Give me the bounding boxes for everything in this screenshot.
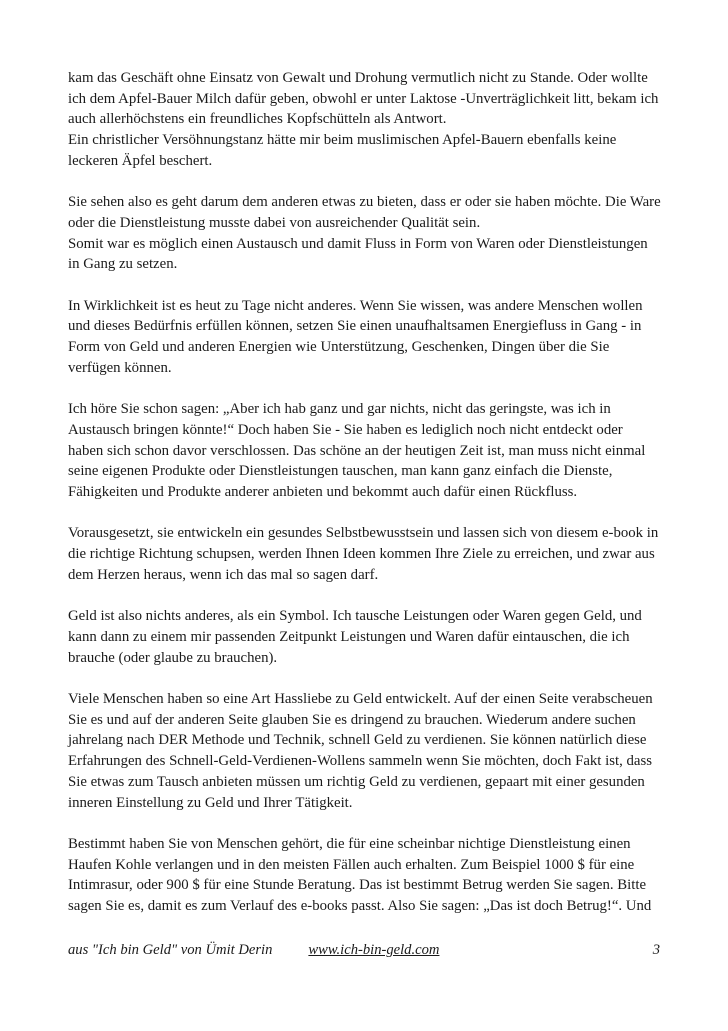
paragraph-block	[68, 296, 661, 379]
paragraph: Ich höre Sie schon sagen: „Aber ich hab ganz und gar nichts, nicht das geringste, was ich in Austausch bringen könnte!“ Doch haben Sie - Sie haben es lediglich noch nicht entdeckt oder haben sich schon davor verschlossen. Das schöne an der heutigen Zeit ist, man muss nicht einmal seine eigenen Produkte oder Dienstleistungen tauschen, man kann ganz einfach die Dienste, Fähigkeiten und Produkte anderer anbieten und bekommt auch dafür einen Rückfluss.	[68, 401, 646, 501]
paragraph: kam das Geschäft ohne Einsatz von Gewalt und Drohung vermutlich nicht zu Stande. Oder wollte ich dem Apfel-Bauer Milch dafür geben, obwohl er unter Laktose -Unverträglichkeit litt, bekam ich auch allerhöchstens ein freundliches Kopfschütteln als Antwort.	[68, 70, 659, 128]
paragraph-block	[68, 689, 661, 813]
paragraph: Sie sehen also es geht darum dem anderen etwas zu bieten, dass er oder sie haben möchte. Die Ware oder die Dienstleistung musste dabei von ausreichender Qualität sein.	[68, 194, 661, 231]
paragraph-block	[68, 68, 661, 172]
paragraph: Ein christlicher Versöhnungstanz hätte mir beim muslimischen Apfel-Bauern ebenfalls keine leckeren Äpfel beschert.	[68, 132, 617, 169]
paragraph-block	[68, 606, 661, 668]
paragraph: Geld ist also nichts anderes, als ein Symbol. Ich tausche Leistungen oder Waren gegen Geld, und kann dann zu einem mir passenden Zeitpunkt Leistungen und Waren dafür eintauschen, die ich brauche (oder glaube zu brauchen).	[68, 608, 642, 666]
page-footer	[68, 940, 660, 960]
paragraph: Viele Menschen haben so eine Art Hassliebe zu Geld entwickelt. Auf der einen Seite verabscheuen Sie es und auf der anderen Seite glauben Sie es dringend zu brauchen. Wiederum andere suchen jahrelang nach DER Methode und Technik, schnell Geld zu verdienen. Sie können natürlich diese Erfahrungen des Schnell-Geld-Verdienen-Wollens sammeln wenn Sie möchten, doch Fakt ist, dass Sie etwas zum Tausch anbieten müssen um richtig Geld zu verdienen, gepaart mit einer gesunden inneren Einstellung zu Geld und Ihrer Tätigkeit.	[68, 691, 653, 811]
paragraph: Somit war es möglich einen Austausch und damit Fluss in Form von Waren oder Dienstleistungen in Gang zu setzen.	[68, 235, 648, 273]
paragraph-block	[68, 192, 661, 275]
paragraph: Vorausgesetzt, sie entwickeln ein gesundes Selbstbewusstsein und lassen sich von diesem e-book in die richtige Richtung schupsen, werden Ihnen Ideen kommen Ihre Ziele zu erreichen, und zwar aus dem Herzen heraus, wenn ich das mal so sagen darf.	[68, 525, 659, 583]
book-attribution: aus "Ich bin Geld" von Ümit Derin	[68, 942, 273, 958]
paragraph-block	[68, 399, 661, 503]
page-number: 3	[652, 942, 660, 958]
paragraph: In Wirklichkeit ist es heut zu Tage nicht anderes. Wenn Sie wissen, was andere Menschen wollen und dieses Bedürfnis erfüllen können, setzen Sie einen unaufhaltsamen Energiefluss in Gang - in Form von Geld und anderen Energien wie Unterstützung, Geschenken, Dingen über die Sie verfügen können.	[68, 297, 643, 376]
paragraph-block	[68, 523, 661, 585]
website-link[interactable]: www.ich-bin-geld.com	[308, 942, 440, 958]
paragraph-block	[68, 834, 661, 917]
page-body	[68, 68, 661, 937]
paragraph: Bestimmt haben Sie von Menschen gehört, die für eine scheinbar nichtige Dienstleistung einen Haufen Kohle verlangen und in den meisten Fällen auch erhalten. Zum Beispiel 1000 $ für eine Intimrasur, oder 900 $ für eine Stunde Beratung. Das ist bestimmt Betrug werden Sie sagen. Bitte sagen Sie es, damit es zum Verlauf des e-books passt. Also Sie sagen: „Das ist doch Betrug!“. Und	[68, 835, 652, 915]
